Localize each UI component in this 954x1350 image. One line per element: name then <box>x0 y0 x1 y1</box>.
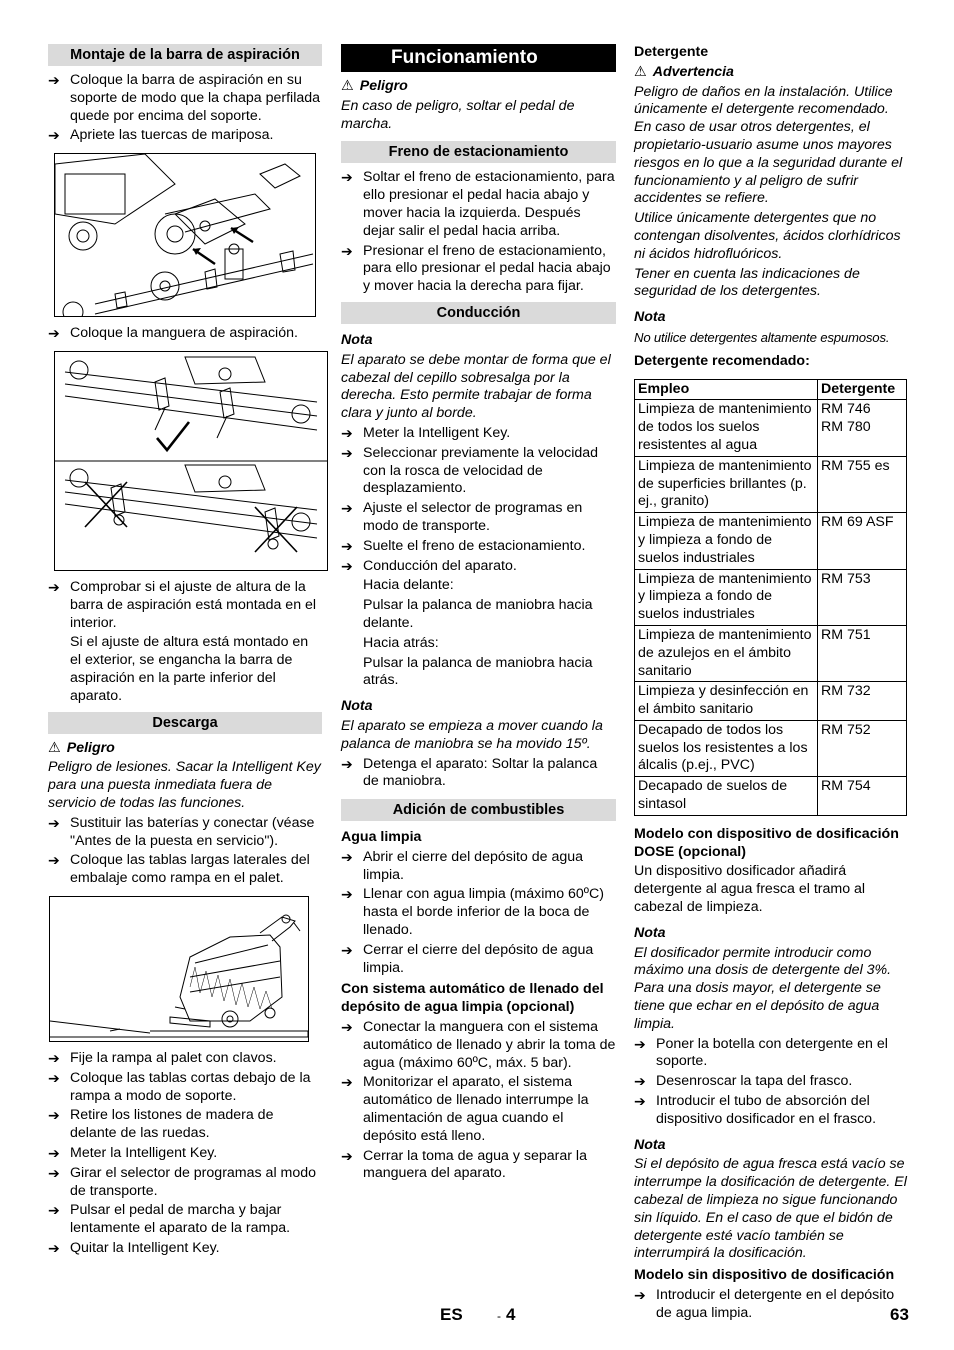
arrow-icon: ➔ <box>48 1202 60 1219</box>
arrow-icon: ➔ <box>341 444 353 461</box>
step-text: Coloque la manguera de aspiración. <box>70 325 298 342</box>
note-label: Nota <box>341 331 373 348</box>
note-text: No utilice detergentes altamente espumosos. <box>634 329 890 345</box>
arrow-icon: ➔ <box>48 1069 60 1086</box>
subheading-agua: Agua limpia <box>341 829 422 846</box>
step-text: Cerrar la toma de agua y separar la manguera del aparato. <box>363 1147 587 1182</box>
step-text: Sustituir las baterías y conectar (véase "Antes de la puesta en servicio"). <box>70 814 315 849</box>
section-title-adicion: Adición de combustibles <box>341 799 616 821</box>
backward-label: Hacia atrás: <box>363 634 439 651</box>
table-row <box>635 569 907 625</box>
step <box>341 558 616 576</box>
forward-label: Hacia delante: <box>363 577 454 594</box>
section-title-freno: Freno de estacionamiento <box>341 141 616 163</box>
figure-ramp-unloading <box>49 896 309 1042</box>
ramp-unloading-illustration <box>50 897 308 1041</box>
step <box>48 127 322 145</box>
forward-text: Pulsar la palanca de maniobra hacia delante. <box>363 597 593 631</box>
figure-suction-bar-mount <box>54 153 316 317</box>
warning-text: Peligro de lesiones. Sacar la Intelligent Key para una puesta inmediata fuera de servicio de todas las funciones. <box>48 759 321 811</box>
warning-heading <box>341 78 616 96</box>
arrow-icon: ➔ <box>341 424 353 441</box>
step <box>341 538 616 556</box>
step <box>341 169 616 240</box>
step-text: Seleccionar previamente la velocidad con la rosca de velocidad de desplazamiento. <box>363 444 599 497</box>
column-middle <box>341 44 616 1185</box>
arrow-icon: ➔ <box>341 557 353 574</box>
arrow-icon: ➔ <box>48 72 60 88</box>
warning-label: Peligro <box>66 739 115 756</box>
note-text: El aparato se debe montar de forma que el cabezal del cepillo sobresalga por la derecha. Esto permite trabajar de forma clara y junto al borde. <box>341 351 611 422</box>
table-cell-detergent: RM 754 <box>818 777 907 816</box>
warning-heading <box>48 740 322 758</box>
backward-text: Pulsar la palanca de maniobra hacia atrás. <box>363 654 593 689</box>
note-label: Nota <box>634 1136 666 1153</box>
note-text: Si el ajuste de altura está montado en el exterior, se engancha la barra de aspiración en la parte inferior del aparato. <box>70 634 309 704</box>
step-text: Coloque la barra de aspiración en su soporte de modo que la chapa perfilada quede por encima del soporte. <box>70 72 321 124</box>
table-cell-use: Decapado de todos los suelos los resistentes a los álcalis (p.ej., PVC) <box>635 720 818 776</box>
step-text: Quitar la Intelligent Key. <box>70 1239 220 1256</box>
step-text: Ajuste el selector de programas en modo de transporte. <box>363 500 583 534</box>
step <box>341 243 616 296</box>
warning-text: Tener en cuenta las indicaciones de seguridad de los detergentes. <box>634 265 860 300</box>
column-right <box>634 44 907 1325</box>
step-text: Meter la Intelligent Key. <box>70 1144 218 1161</box>
section-title-conduccion: Conducción <box>341 302 616 324</box>
warning-text: Utilice únicamente detergentes que no contengan disolventes, ácidos clorhídricos ni ácidos hidrofluóricos. <box>634 210 901 262</box>
step <box>634 1073 907 1091</box>
step-text: Abrir el cierre del depósito de agua limpia. <box>363 848 584 883</box>
step-text: Pulsar el pedal de marcha y bajar lentamente el aparato de la rampa. <box>70 1202 291 1237</box>
step <box>341 886 616 939</box>
table-cell-detergent: RM 69 ASF <box>818 513 907 569</box>
arrow-icon: ➔ <box>48 814 60 831</box>
arrow-icon: ➔ <box>634 1287 646 1303</box>
warning-icon: ⚠ <box>634 63 647 80</box>
figure-height-adjustment <box>54 351 328 571</box>
note-label: Nota <box>341 698 373 715</box>
table-cell-use: Limpieza de mantenimiento de superficies brillantes (p. ej., granito) <box>635 456 818 512</box>
step-text: Llenar con agua limpia (máximo 60ºC) hasta el borde inferior de la boca de llenado. <box>363 886 604 939</box>
arrow-icon: ➔ <box>48 1239 60 1256</box>
table-row <box>635 456 907 512</box>
table-header-cell: Empleo <box>635 379 818 400</box>
table-row <box>635 682 907 721</box>
arrow-icon: ➔ <box>634 1035 646 1052</box>
warning-heading <box>634 64 907 82</box>
warning-text: Peligro de daños en la instalación. Utilice únicamente el detergente recomendado. En caso de usar otros detergentes, el propietario-usuario asume unos mayores riesgos en lo que a la seguridad durante el funcionamiento y al peligro de sufrir accidentes se refiere. <box>634 83 903 207</box>
table-cell-use: Limpieza de mantenimiento y limpieza a fondo de suelos industriales <box>635 569 818 625</box>
arrow-icon: ➔ <box>341 500 353 517</box>
table-row <box>635 777 907 816</box>
step <box>48 1145 322 1163</box>
page-number: 63 <box>890 1305 909 1324</box>
table-cell-detergent: RM 753 <box>818 569 907 625</box>
arrow-icon: ➔ <box>341 1019 353 1036</box>
step <box>48 852 322 888</box>
step <box>341 500 616 536</box>
arrow-icon: ➔ <box>48 127 60 144</box>
step <box>341 1148 616 1184</box>
step <box>634 1093 907 1129</box>
arrow-icon: ➔ <box>341 941 353 958</box>
step <box>48 1050 322 1068</box>
page-dash: - <box>497 1309 501 1323</box>
arrow-icon: ➔ <box>634 1073 646 1090</box>
arrow-icon: ➔ <box>341 169 353 186</box>
table-row <box>635 625 907 681</box>
note-label: Nota <box>634 924 666 941</box>
arrow-icon: ➔ <box>341 1147 353 1164</box>
main-section-title: Funcionamiento <box>341 44 616 72</box>
step-text: Poner la botella con detergente en el soporte. <box>656 1035 888 1070</box>
suction-bar-mount-illustration <box>55 154 315 316</box>
arrow-icon: ➔ <box>341 755 353 772</box>
table-cell-detergent: RM 746 RM 780 <box>818 400 907 456</box>
step <box>48 325 322 343</box>
step-text: Introducir el detergente en el depósito de agua limpia. <box>656 1287 895 1321</box>
table-cell-detergent: RM 755 es <box>818 456 907 512</box>
arrow-icon: ➔ <box>48 1107 60 1124</box>
subheading-recomendado: Detergente recomendado: <box>634 352 810 369</box>
arrow-icon: ➔ <box>634 1093 646 1110</box>
table-row <box>635 513 907 569</box>
table-cell-use: Limpieza y desinfección en el ámbito sanitario <box>635 682 818 721</box>
language-code: ES <box>440 1305 463 1324</box>
step <box>48 1202 322 1238</box>
step <box>48 815 322 851</box>
warning-text: En caso de peligro, soltar el pedal de marcha. <box>341 97 575 132</box>
step <box>48 579 322 632</box>
step-text: Conectar la manguera con el sistema automático de llenado y abrir la toma de agua (máximo 60ºC, máx. 5 bar). <box>363 1019 616 1071</box>
body-text: Un dispositivo dosificador añadirá detergente al agua fresca el tramo al cabezal de limpieza. <box>634 863 866 916</box>
step-text: Desenroscar la tapa del frasco. <box>656 1073 853 1090</box>
step <box>341 445 616 498</box>
step-text: Conducción del aparato. <box>363 557 517 574</box>
step <box>341 1019 616 1072</box>
step-text: Introducir el tubo de absorción del dispositivo dosificador en el frasco. <box>656 1093 877 1127</box>
table-cell-use: Limpieza de mantenimiento de azulejos en el ámbito sanitario <box>635 625 818 681</box>
note-label: Nota <box>634 309 666 326</box>
warning-icon: ⚠ <box>48 739 61 756</box>
warning-label: Advertencia <box>652 63 734 80</box>
table-cell-detergent: RM 732 <box>818 682 907 721</box>
step-text: Presionar el freno de estacionamiento, para ello presionar el pedal hacia abajo y mover hacia la derecha para fijar. <box>363 242 611 295</box>
arrow-icon: ➔ <box>341 848 353 865</box>
subheading-detergente: Detergente <box>634 44 709 60</box>
table-cell-detergent: RM 751 <box>818 625 907 681</box>
step-text: Apriete las tuercas de mariposa. <box>70 127 274 144</box>
column-left <box>48 44 322 1260</box>
section-page-number: 4 <box>506 1305 516 1324</box>
section-title-descarga: Descarga <box>48 712 322 734</box>
note-text: Si el depósito de agua fresca está vacío se interrumpe la dosificación de detergente. El cabezal de limpieza no sigue funcionando sin líquido. En el caso de que el bidón de detergente esté vacío también se interrumpirá la dosificación. <box>634 1156 907 1262</box>
step <box>48 1070 322 1106</box>
step-text: Comprobar si el ajuste de altura de la barra de aspiración está montada en el interior. <box>70 578 317 631</box>
subheading-sin-dosificacion: Modelo sin dispositivo de dosificación <box>634 1267 895 1284</box>
arrow-icon: ➔ <box>48 1049 60 1066</box>
warning-label: Peligro <box>359 78 408 94</box>
step-text: Coloque las tablas largas laterales del embalaje como rampa en el palet. <box>70 852 310 887</box>
arrow-icon: ➔ <box>48 1164 60 1181</box>
table-row <box>635 400 907 456</box>
table-cell-use: Limpieza de mantenimiento de todos los suelos resistentes al agua <box>635 400 818 456</box>
height-adjustment-illustration <box>55 352 327 570</box>
table-cell-use: Decapado de suelos de sintasol <box>635 777 818 816</box>
arrow-icon: ➔ <box>48 852 60 869</box>
table-cell-detergent: RM 752 <box>818 720 907 776</box>
step <box>48 1165 322 1201</box>
step-text: Detenga el aparato: Soltar la palanca de maniobra. <box>363 755 598 790</box>
step-text: Monitorizar el aparato, el sistema automático de llenado interrumpe la alimentación de agua cuando el depósito está lleno. <box>363 1074 589 1144</box>
arrow-icon: ➔ <box>341 537 353 554</box>
arrow-icon: ➔ <box>48 1144 60 1161</box>
step-text: Suelte el freno de estacionamiento. <box>363 537 586 554</box>
step <box>48 72 322 125</box>
step-text: Retire los listones de madera de delante de las ruedas. <box>70 1107 274 1142</box>
table-cell-use: Limpieza de mantenimiento y limpieza a fondo de suelos industriales <box>635 513 818 569</box>
step <box>341 425 616 443</box>
step-text: Fije la rampa al palet con clavos. <box>70 1049 277 1066</box>
section-title-montaje: Montaje de la barra de aspiración <box>48 44 322 66</box>
step <box>341 756 616 792</box>
step-text: Girar el selector de programas al modo de transporte. <box>70 1164 317 1199</box>
step <box>634 1036 907 1072</box>
step <box>341 849 616 885</box>
arrow-icon: ➔ <box>341 886 353 903</box>
step-text: Meter la Intelligent Key. <box>363 424 511 441</box>
arrow-icon: ➔ <box>341 242 353 259</box>
note-text: El dosificador permite introducir como máximo una dosis de detergente del 3%. Para una dosis mayor, el detergente se tiene que echar en el depósito de agua limpia. <box>634 944 892 1032</box>
table-header-cell: Detergente <box>818 379 907 400</box>
note-text: El aparato se empieza a mover cuando la palanca de maniobra se ha movido 15º. <box>341 717 603 752</box>
step-text: Cerrar el cierre del depósito de agua limpia. <box>363 941 594 976</box>
step-text: Soltar el freno de estacionamiento, para ello presionar el pedal hacia abajo y mover hacia la izquierda. Después dejar salir el pedal hacia arriba. <box>363 169 615 239</box>
step <box>48 1240 322 1258</box>
subheading-auto-fill: Con sistema automático de llenado del depósito de agua limpia (opcional) <box>341 981 604 1016</box>
step <box>48 1107 322 1143</box>
arrow-icon: ➔ <box>48 578 60 595</box>
table-row <box>635 720 907 776</box>
page-footer <box>0 1306 954 1330</box>
warning-icon: ⚠ <box>341 78 354 94</box>
table-header-row <box>635 379 907 400</box>
arrow-icon: ➔ <box>341 1074 353 1091</box>
step <box>341 1074 616 1145</box>
step-text: Coloque las tablas cortas debajo de la rampa a modo de soporte. <box>70 1069 311 1104</box>
arrow-icon: ➔ <box>48 325 60 342</box>
subheading-dose: Modelo con dispositivo de dosificación DOSE (opcional) <box>634 825 899 860</box>
detergent-table <box>634 379 907 816</box>
step <box>341 942 616 978</box>
